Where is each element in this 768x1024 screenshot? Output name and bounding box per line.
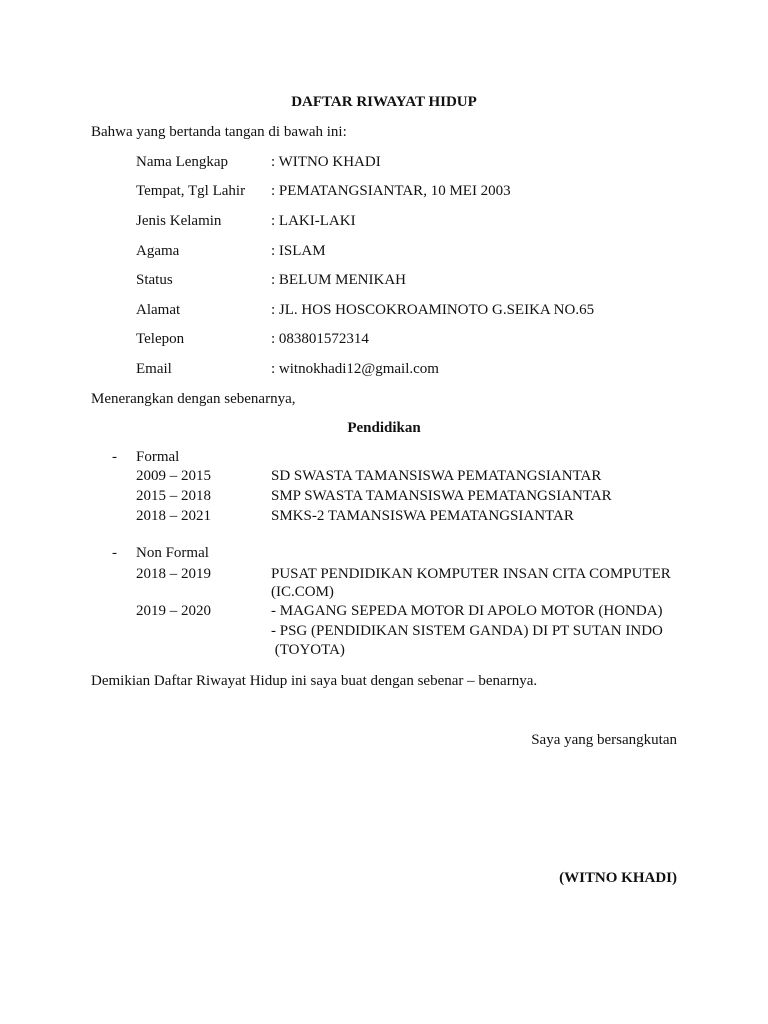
field-value-telepon: : 083801572314 <box>271 331 369 347</box>
formal-years: 2018 – 2021 <box>136 508 211 524</box>
field-label-ttl: Tempat, Tgl Lahir <box>136 183 246 199</box>
formal-school: SMP SWASTA TAMANSISWA PEMATANGSIANTAR <box>271 488 612 504</box>
formal-school: SMKS-2 TAMANSISWA PEMATANGSIANTAR <box>271 508 574 524</box>
formal-bullet: - <box>112 449 117 465</box>
field-label-telepon: Telepon <box>136 331 185 347</box>
formal-years: 2009 – 2015 <box>136 468 211 484</box>
field-value-email: : witnokhadi12@gmail.com <box>271 361 439 377</box>
formal-years: 2015 – 2018 <box>136 488 211 504</box>
education-heading: Pendidikan <box>347 420 421 436</box>
field-value-jenis-kelamin: : LAKI-LAKI <box>271 213 356 229</box>
signature-name: (WITNO KHADI) <box>559 870 677 886</box>
field-label-alamat: Alamat <box>136 302 181 318</box>
field-label-email: Email <box>136 361 172 377</box>
field-value-ttl: : PEMATANGSIANTAR, 10 MEI 2003 <box>271 183 511 199</box>
closing-text: Demikian Daftar Riwayat Hidup ini saya buat dengan sebenar – benarnya. <box>91 673 538 689</box>
field-value-nama: : WITNO KHADI <box>271 154 381 170</box>
signature-caption: Saya yang bersangkutan <box>531 732 677 748</box>
nonformal-line: (IC.COM) <box>271 584 334 600</box>
nonformal-bullet: - <box>112 545 117 561</box>
field-value-agama: : ISLAM <box>271 243 326 259</box>
nonformal-line: - PSG (PENDIDIKAN SISTEM GANDA) DI PT SUTAN INDO <box>271 623 663 639</box>
field-value-alamat: : JL. HOS HOSCOKROAMINOTO G.SEIKA NO.65 <box>271 302 595 318</box>
intro-text: Bahwa yang bertanda tangan di bawah ini: <box>91 124 347 140</box>
field-label-nama: Nama Lengkap <box>136 154 229 170</box>
nonformal-line: (TOYOTA) <box>271 642 345 658</box>
nonformal-label: Non Formal <box>136 545 209 561</box>
nonformal-line: - MAGANG SEPEDA MOTOR DI APOLO MOTOR (HONDA) <box>271 603 663 619</box>
nonformal-line: PUSAT PENDIDIKAN KOMPUTER INSAN CITA COMPUTER <box>271 566 671 582</box>
document-title: DAFTAR RIWAYAT HIDUP <box>291 94 477 110</box>
field-label-agama: Agama <box>136 243 180 259</box>
nonformal-years: 2019 – 2020 <box>136 603 211 619</box>
formal-label: Formal <box>136 449 180 465</box>
nonformal-years: 2018 – 2019 <box>136 566 211 582</box>
field-label-status: Status <box>136 272 173 288</box>
statement-text: Menerangkan dengan sebenarnya, <box>91 391 296 407</box>
field-label-jenis-kelamin: Jenis Kelamin <box>136 213 222 229</box>
field-value-status: : BELUM MENIKAH <box>271 272 406 288</box>
formal-school: SD SWASTA TAMANSISWA PEMATANGSIANTAR <box>271 468 602 484</box>
